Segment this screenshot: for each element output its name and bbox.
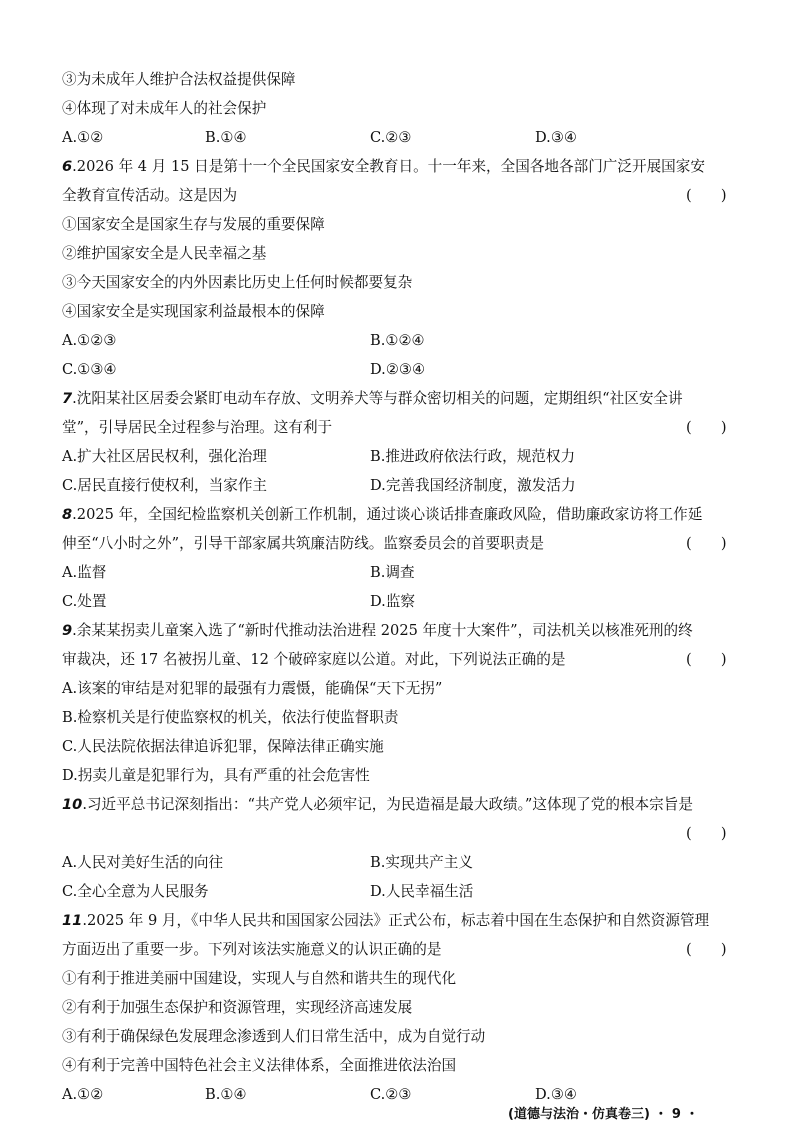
q9-option-c: C.人民法院依据法律追诉犯罪，保障法律正确实施 (62, 738, 384, 755)
q9-option-a: A.该案的审结是对犯罪的最强有力震慑，能确保“天下无拐” (62, 680, 443, 697)
q6-item-2: ②维护国家安全是人民幸福之基 (62, 245, 267, 262)
q5-option-a: A.①② (62, 129, 104, 146)
q9-stem-line-2: 审裁决，还 17 名被拐儿童、12 个破碎家庭以公道。对此，下列说法正确的是 (62, 651, 566, 668)
q7-stem-line-2: 堂”，引导居民全过程参与治理。这有利于 (62, 419, 333, 436)
q6-option-c: C.①③④ (62, 361, 117, 378)
q11-item-1: ①有利于推进美丽中国建设，实现人与自然和谐共生的现代化 (62, 970, 457, 987)
q6-option-a: A.①②③ (62, 332, 117, 349)
q10-option-b: B.实现共产主义 (370, 854, 473, 871)
q7-option-b: B.推进政府依法行政，规范权力 (370, 448, 576, 465)
q6-item-1: ①国家安全是国家生存与发展的重要保障 (62, 216, 325, 233)
q9-number: 9 (62, 622, 73, 639)
q10-option-c: C.全心全意为人民服务 (62, 883, 209, 900)
q10-option-d: D.人民幸福生活 (370, 883, 474, 900)
q6-option-d: D.②③④ (370, 361, 426, 378)
q8-answer-blank: ( ) (686, 535, 727, 552)
q11-number: 11 (62, 912, 83, 929)
q6-stem-line-2: 全教育宣传活动。这是因为 (62, 187, 238, 204)
q8-option-b: B.调查 (370, 564, 415, 581)
q11-stem-line-2: 方面迈出了重要一步。下列对该法实施意义的认识正确的是 (62, 941, 442, 958)
q11-item-2: ②有利于加强生态保护和资源管理，实现经济高速发展 (62, 999, 413, 1016)
q11-option-c: C.②③ (370, 1086, 412, 1103)
q8-number: 8 (62, 506, 73, 523)
q11-option-d: D.③④ (535, 1086, 577, 1103)
q5-item-3: ③为未成年人维护合法权益提供保障 (62, 71, 296, 88)
q11-item-4: ④有利于完善中国特色社会主义法律体系，全面推进依法治国 (62, 1057, 457, 1074)
q5-option-c: C.②③ (370, 129, 412, 146)
q7-option-c: C.居民直接行使权利，当家作主 (62, 477, 268, 494)
q5-item-4: ④体现了对未成年人的社会保护 (62, 100, 267, 117)
q10-answer-blank: ( ) (686, 825, 727, 842)
q10-stem-line-1: 10.习近平总书记深刻指出：“共产党人必须牢记，为民造福是最大政绩。”这体现了党的根本宗旨是 (62, 796, 693, 813)
q6-stem-line-1: 6.2026 年 4 月 15 日是第十一个全民国家安全教育日。十一年来，全国各地各部门广泛开展国家安 (62, 158, 705, 175)
q7-answer-blank: ( ) (686, 419, 727, 436)
q8-stem-line-1: 8.2025 年，全国纪检监察机关创新工作机制，通过谈心谈话排查廉政风险，借助廉政家访将工作延 (62, 506, 703, 523)
q7-stem-line-1: 7.沈阳某社区居委会紧盯电动车存放、文明养犬等与群众密切相关的问题，定期组织“社区安全讲 (62, 390, 683, 407)
q11-stem-line-1: 11.2025 年 9 月，《中华人民共和国国家公园法》正式公布，标志着中国在生态保护和自然资源管理 (62, 912, 710, 929)
q9-answer-blank: ( ) (686, 651, 727, 668)
q6-item-4: ④国家安全是实现国家利益最根本的保障 (62, 303, 325, 320)
q9-option-b: B.检察机关是行使监察权的机关，依法行使监督职责 (62, 709, 399, 726)
q11-item-3: ③有利于确保绿色发展理念渗透到人们日常生活中，成为自觉行动 (62, 1028, 486, 1045)
page-footer: (道德与法治・仿真卷三) ・ 9 ・ (508, 1107, 699, 1122)
q6-option-b: B.①②④ (370, 332, 425, 349)
q6-number: 6 (62, 158, 73, 175)
q7-option-d: D.完善我国经济制度，激发活力 (370, 477, 576, 494)
q9-option-d: D.拐卖儿童是犯罪行为，具有严重的社会危害性 (62, 767, 370, 784)
q10-option-a: A.人民对美好生活的向往 (62, 854, 224, 871)
q8-option-c: C.处置 (62, 593, 107, 610)
q5-option-b: B.①④ (205, 129, 247, 146)
q6-item-3: ③今天国家安全的内外因素比历史上任何时候都要复杂 (62, 274, 413, 291)
q10-number: 10 (62, 796, 83, 813)
q6-answer-blank: ( ) (686, 187, 727, 204)
q8-stem-line-2: 伸至“八小时之外”，引导干部家属共筑廉洁防线。监察委员会的首要职责是 (62, 535, 544, 552)
q8-option-d: D.监察 (370, 593, 416, 610)
q7-number: 7 (62, 390, 73, 407)
q11-option-b: B.①④ (205, 1086, 247, 1103)
q8-option-a: A.监督 (62, 564, 107, 581)
q5-option-d: D.③④ (535, 129, 577, 146)
q11-option-a: A.①② (62, 1086, 104, 1103)
q11-answer-blank: ( ) (686, 941, 727, 958)
q7-option-a: A.扩大社区居民权利，强化治理 (62, 448, 267, 465)
q9-stem-line-1: 9.余某某拐卖儿童案入选了“新时代推动法治进程 2025 年度十大案件”，司法机关以核准死刑的终 (62, 622, 693, 639)
